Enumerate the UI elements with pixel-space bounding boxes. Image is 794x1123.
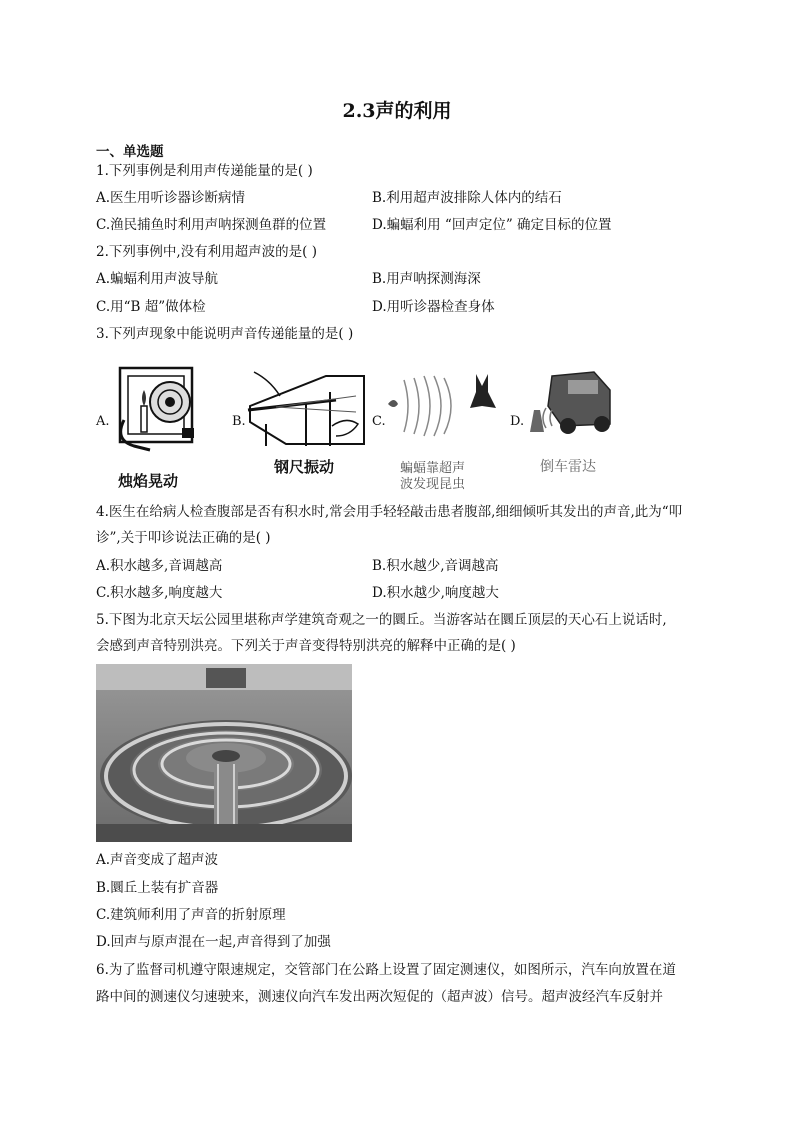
steel-ruler-figure (246, 366, 368, 448)
caption-d: 倒车雷达 (540, 459, 596, 475)
q2-option-a: A.蝙蝠利用声波导航 (96, 271, 219, 287)
question-2-stem: 2.下列事例中,没有利用超声波的是( ) (96, 244, 317, 260)
question-5-stem-line1: 5.下图为北京天坛公园里堪称声学建筑奇观之一的圜丘。当游客站在圜丘顶层的天心石上说话时, (96, 612, 667, 628)
caption-c-line2: 波发现昆虫 (400, 477, 466, 492)
reversing-radar-figure (522, 366, 614, 448)
q3-label-a: A. (96, 414, 110, 429)
candle-speaker-figure (110, 360, 210, 455)
page-title: 2.3声的利用 (342, 100, 452, 122)
caption-b: 钢尺振动 (274, 458, 335, 476)
caption-c-line1: 蝙蝠靠超声 (400, 461, 466, 476)
q5-option-c: C.建筑师利用了声音的折射原理 (96, 907, 286, 923)
bat-ultrasound-figure (384, 366, 500, 448)
question-6-line1: 6.为了监督司机遵守限速规定，交管部门在公路上设置了固定测速仪，如图所示，汽车向放置在道 (96, 962, 676, 978)
q3-label-c: C. (372, 414, 386, 429)
q5-option-d: D.回声与原声混在一起,声音得到了加强 (96, 934, 331, 950)
q2-option-b: B.用声呐探测海深 (372, 271, 481, 287)
q4-option-a: A.积水越多,音调越高 (96, 558, 223, 574)
q2-option-d: D.用听诊器检查身体 (372, 299, 495, 315)
question-1-stem: 1.下列事例是利用声传递能量的是( ) (96, 163, 313, 179)
q3-label-d: D. (510, 414, 525, 429)
q2-option-c: C.用“B 超”做体检 (96, 299, 206, 315)
question-3-stem: 3.下列声现象中能说明声音传递能量的是( ) (96, 326, 354, 342)
q4-option-d: D.积水越少,响度越大 (372, 585, 499, 601)
caption-a: 烛焰晃动 (118, 472, 179, 490)
q1-option-c: C.渔民捕鱼时利用声呐探测鱼群的位置 (96, 217, 327, 233)
q4-option-c: C.积水越多,响度越大 (96, 585, 223, 601)
q1-option-a: A.医生用听诊器诊断病情 (96, 190, 246, 206)
question-4-stem-line2: 诊”,关于叩诊说法正确的是( ) (96, 530, 271, 546)
question-5-stem-line2: 会感到声音特别洪亮。下列关于声音变得特别洪亮的解释中正确的是( ) (96, 638, 516, 654)
question-4-stem-line1: 4.医生在给病人检查腹部是否有积水时,常会用手轻轻敲击患者腹部,细细倾听其发出的声音,此为“叩 (96, 504, 683, 520)
q5-option-a: A.声音变成了超声波 (96, 852, 219, 868)
circular-mound-altar-photo (96, 664, 352, 842)
q5-option-b: B.圜丘上装有扩音器 (96, 880, 219, 896)
q4-option-b: B.积水越少,音调越高 (372, 558, 499, 574)
q3-label-b: B. (232, 414, 246, 429)
section-heading: 一、单选题 (96, 144, 164, 160)
q1-option-b: B.利用超声波排除人体内的结石 (372, 190, 562, 206)
q1-option-d: D.蝙蝠利用 “回声定位” 确定目标的位置 (372, 217, 612, 233)
question-6-line2: 路中间的测速仪匀速驶来，测速仪向汽车发出两次短促的（超声波）信号。超声波经汽车反射并 (96, 989, 663, 1005)
